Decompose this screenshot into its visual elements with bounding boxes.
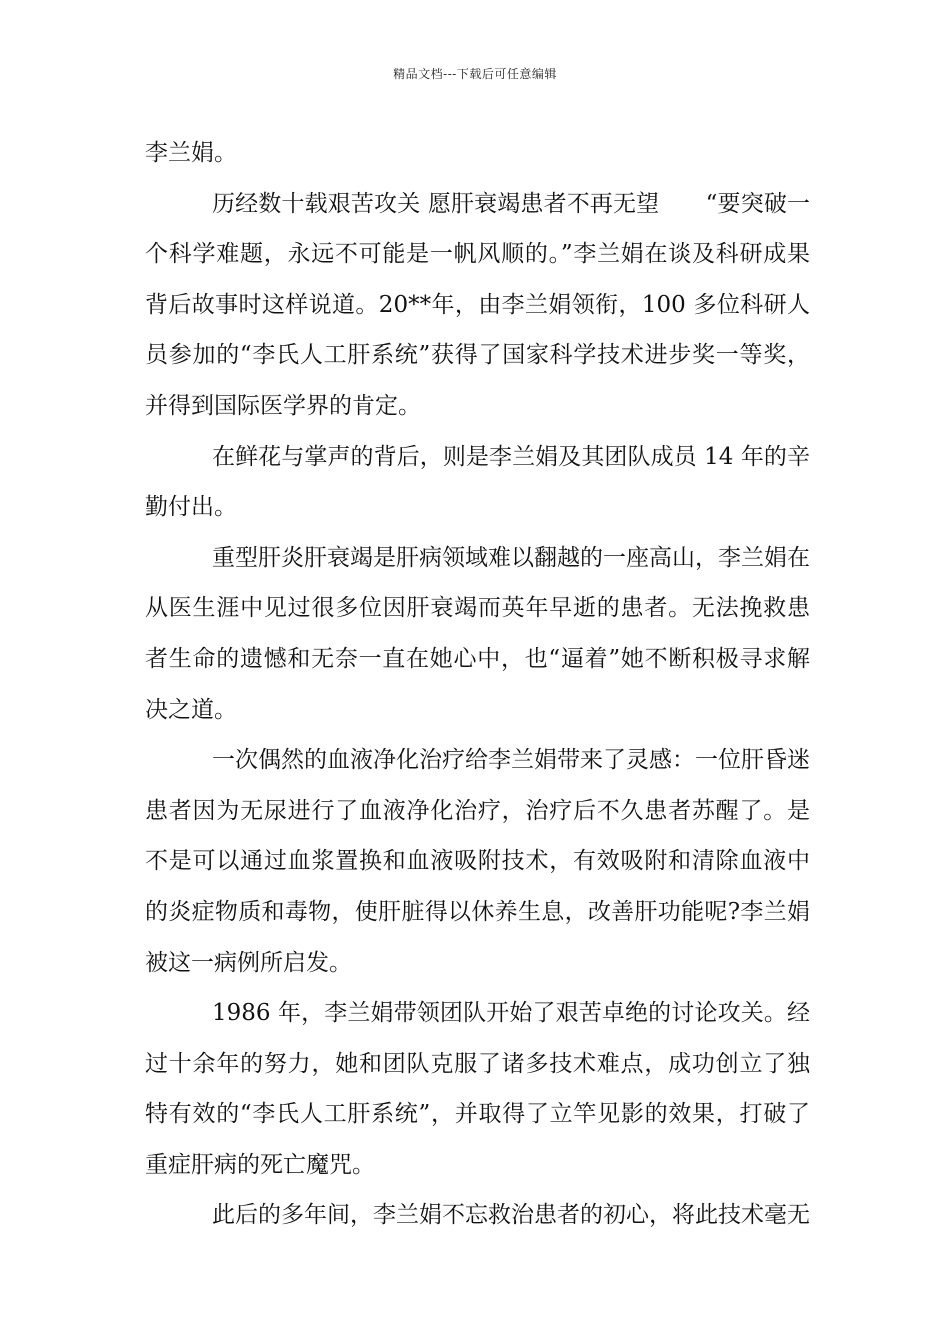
paragraph-3: 在鲜花与掌声的背后，则是李兰娟及其团队成员 14 年的辛勤付出。 <box>145 443 810 521</box>
paragraph-1: 李兰娟。 <box>145 140 237 166</box>
paragraph-4: 重型肝炎肝衰竭是肝病领域难以翻越的一座高山，李兰娟在从医生涯中见过很多位因肝衰竭而英年早逝的患者。无法挽救患者生命的遗憾和无奈一直在她心中，也“逼着”她不断积极寻求解决之道。 <box>145 544 810 723</box>
document-body <box>145 128 810 1241</box>
paragraph-6: 1986 年，李兰娟带领团队开始了艰苦卓绝的讨论攻关。经过十余年的努力，她和团队克服了诸多技术难点，成功创立了独特有效的“李氏人工肝系统”，并取得了立竿见影的效果，打破了重症肝病的死亡魔咒。 <box>145 1000 810 1178</box>
paragraph-2: 历经数十载艰苦攻关 愿肝衰竭患者不再无望 “要突破一个科学难题，永远不可能是一帆风顺的。”李兰娟在谈及科研成果背后故事时这样说道。20**年，由李兰娟领衔，100 多位科研人员参加的“李氏人工肝系统”获得了国家科学技术进步奖一等奖，并得到国际医学界的肯定。 <box>145 190 810 419</box>
page-header: 精品文档---下载后可任意编辑 <box>393 67 557 81</box>
paragraph-7: 此后的多年间，李兰娟不忘救治患者的初心，将此技术毫无 <box>212 1202 810 1229</box>
paragraph-5: 一次偶然的血液净化治疗给李兰娟带来了灵感：一位肝昏迷患者因为无尿进行了血液净化治疗，治疗后不久患者苏醒了。是不是可以通过血浆置换和血液吸附技术，有效吸附和清除血液中的炎症物质和毒物，使肝脏得以休养生息，改善肝功能呢?李兰娟被这一病例所启发。 <box>145 747 810 976</box>
